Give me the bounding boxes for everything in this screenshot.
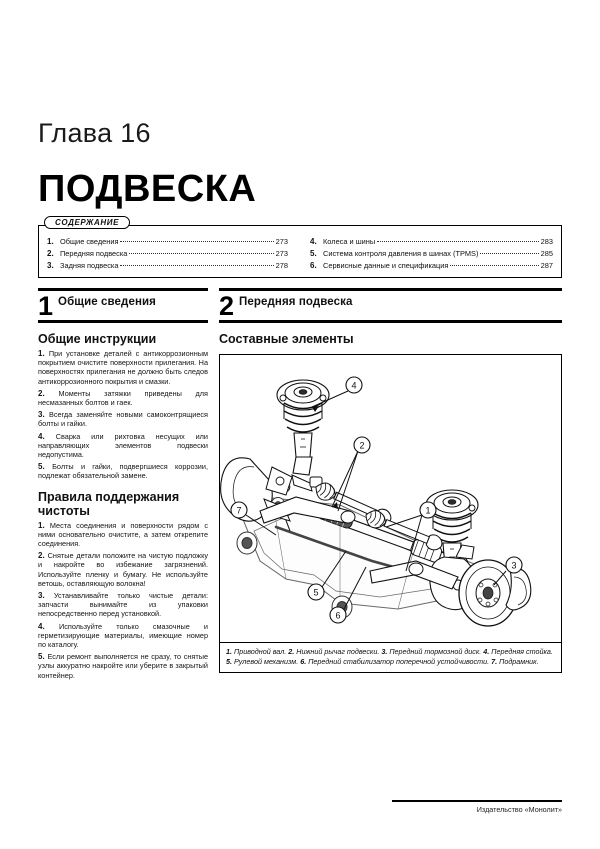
- toc-entry-page: 287: [540, 261, 553, 270]
- column-general-info: [38, 288, 208, 680]
- toc-entry[interactable]: [310, 248, 553, 260]
- instruction-text: Снятые детали положите на чистую подложку и накройте во избежание загрязнений. Используйте пленку и бумагу. Не используйте ветошь, оставляющую волокна!: [38, 551, 208, 588]
- caption-item-number: 6.: [300, 657, 309, 666]
- section-title: Общие сведения: [58, 296, 156, 308]
- toc-entry-page: 285: [540, 249, 553, 258]
- instruction-text: Устанавливайте только чистые детали: запчасти вынимайте из упаковки непосредственно перед установкой.: [38, 591, 208, 619]
- toc-entry-number: 4.: [310, 237, 317, 246]
- toc-column-left: [47, 236, 300, 272]
- toc-entry-number: 2.: [47, 249, 54, 258]
- toc-entry-title: Система контроля давления в шинах (TPMS): [323, 249, 479, 258]
- instruction-item: [38, 462, 208, 480]
- section-header-2: [219, 288, 562, 323]
- instruction-list-1: [38, 349, 208, 481]
- instruction-number: 1.: [38, 349, 49, 358]
- section-title: Передняя подвеска: [239, 296, 353, 308]
- section-number: 1: [38, 291, 54, 321]
- page-footer: [38, 800, 562, 814]
- instruction-item: [38, 652, 208, 680]
- toc-leader-dots: [377, 241, 538, 242]
- instruction-text: Моменты затяжки приведены для несмазанных болтов и гаек.: [38, 388, 208, 408]
- instruction-item: [38, 389, 208, 407]
- caption-item-text: Нижний рычаг подвески.: [296, 647, 382, 656]
- toc-entry-title: Колеса и шины: [323, 237, 376, 246]
- caption-item-number: 2.: [288, 647, 297, 656]
- instruction-text: Если ремонт выполняется не сразу, то снятые узлы аккуратно накройте или уберите в закрытый контейнер.: [38, 652, 208, 680]
- toc-entry[interactable]: [310, 260, 553, 272]
- caption-item-text: Передний тормозной диск.: [389, 647, 484, 656]
- instruction-item: [38, 432, 208, 460]
- svg-text:5: 5: [313, 587, 319, 598]
- instruction-number: 5.: [38, 462, 53, 472]
- instruction-text: Сварка или рихтовка несущих или направляющих элементов подвески недопустима.: [38, 431, 208, 460]
- instruction-item: [38, 349, 208, 386]
- instruction-number: 5.: [38, 652, 48, 662]
- toc-entry[interactable]: [47, 248, 288, 260]
- toc-entry-page: 283: [540, 237, 553, 246]
- caption-item-text: Подрамник.: [499, 657, 539, 666]
- instruction-number: 4.: [38, 621, 59, 631]
- callout-5: [308, 584, 324, 600]
- caption-item-number: 7.: [491, 657, 500, 666]
- toc-entry[interactable]: [310, 236, 553, 248]
- instruction-text: Болты и гайки, подвергшиеся коррозии, подлежат обязательной замене.: [38, 462, 208, 481]
- toc-entry-number: 5.: [310, 249, 317, 258]
- instruction-item: [38, 521, 208, 549]
- instruction-text: Используйте только смазочные и герметизирующие материалы, имеющие номер по каталогу.: [38, 621, 208, 650]
- instruction-item: [38, 591, 208, 619]
- toc-entry-title: Сервисные данные и спецификация: [323, 261, 449, 270]
- instruction-text: При установке деталей с антикоррозионным покрытием очистите поверхности прилегания. На поверхностях прилегания не должно быть следов антикоррозионного покрытия и смазки.: [38, 349, 208, 386]
- caption-item-number: 3.: [381, 647, 390, 656]
- toc-leader-dots: [120, 265, 273, 266]
- instruction-number: 3.: [38, 591, 54, 601]
- svg-text:3: 3: [511, 560, 517, 571]
- caption-item-text: Передняя стойка.: [491, 647, 553, 656]
- toc-leader-dots: [120, 241, 273, 242]
- caption-item-number: 1.: [226, 647, 234, 656]
- toc-entry-page: 273: [275, 237, 288, 246]
- callout-7: [231, 502, 247, 518]
- instruction-item: [38, 410, 208, 428]
- chapter-title: ПОДВЕСКА: [38, 168, 257, 210]
- callout-4: [346, 377, 362, 393]
- instruction-number: 1.: [38, 520, 50, 530]
- publisher-name: Издательство «Монолит»: [476, 805, 562, 814]
- footer-divider: [392, 800, 562, 802]
- toc-entry-page: 273: [275, 249, 288, 258]
- section-header-1: [38, 288, 208, 323]
- instruction-item: [38, 551, 208, 588]
- subheading-general-instructions: Общие инструкции: [38, 332, 157, 346]
- instruction-number: 2.: [38, 551, 48, 561]
- svg-text:1: 1: [425, 505, 431, 516]
- chapter-label: Глава 16: [38, 118, 151, 148]
- toc-entry[interactable]: [47, 260, 288, 272]
- figure-caption: [219, 643, 562, 673]
- subheading-cleanliness-rules: Правила поддержания чистоты: [38, 489, 180, 518]
- callout-1: [420, 502, 436, 518]
- section-number: 2: [219, 291, 235, 321]
- toc-box: [38, 225, 562, 278]
- instruction-number: 2.: [38, 388, 59, 398]
- svg-text:7: 7: [236, 505, 242, 516]
- toc-entry-title: Задняя подвеска: [60, 261, 119, 270]
- toc-entry-title: Передняя подвеска: [60, 249, 128, 258]
- caption-item-text: Передний стабилизатор поперечной устойчивости.: [308, 657, 492, 666]
- instruction-list-2: [38, 521, 208, 680]
- toc-leader-dots: [450, 265, 538, 266]
- svg-text:4: 4: [351, 380, 357, 391]
- toc-leader-dots: [129, 253, 273, 254]
- instruction-number: 3.: [38, 410, 50, 420]
- callout-3: [506, 557, 522, 573]
- svg-text:6: 6: [335, 610, 341, 621]
- caption-item-number: 5.: [226, 657, 234, 666]
- instruction-item: [38, 622, 208, 650]
- caption-item-text: Рулевой механизм.: [234, 657, 301, 666]
- svg-text:2: 2: [359, 440, 365, 451]
- toc-tab-label: СОДЕРЖАНИЕ: [44, 216, 130, 229]
- toc-entry[interactable]: [47, 236, 288, 248]
- instruction-number: 4.: [38, 431, 56, 441]
- table-of-contents: [38, 218, 562, 278]
- toc-entry-number: 6.: [310, 261, 317, 270]
- toc-entry-number: 1.: [47, 237, 54, 246]
- toc-leader-dots: [480, 253, 538, 254]
- subheading-components: Составные элементы: [219, 332, 354, 346]
- toc-entry-title: Общие сведения: [60, 237, 119, 246]
- toc-entry-page: 278: [275, 261, 288, 270]
- caption-item-text: Приводной вал.: [234, 647, 289, 656]
- caption-item-number: 4.: [483, 647, 492, 656]
- toc-entry-number: 3.: [47, 261, 54, 270]
- callout-2: [354, 437, 370, 453]
- column-front-suspension: [219, 288, 562, 673]
- suspension-assembly-drawing: [220, 355, 561, 642]
- toc-column-right: [300, 236, 553, 272]
- instruction-text: Всегда заменяйте новыми самоконтрящиеся болты и гайки.: [38, 410, 208, 429]
- front-suspension-diagram: [219, 354, 562, 643]
- instruction-text: Места соединения и поверхности рядом с ними основательно очистите, а затем открепите соединения.: [38, 520, 208, 549]
- callout-6: [330, 607, 346, 623]
